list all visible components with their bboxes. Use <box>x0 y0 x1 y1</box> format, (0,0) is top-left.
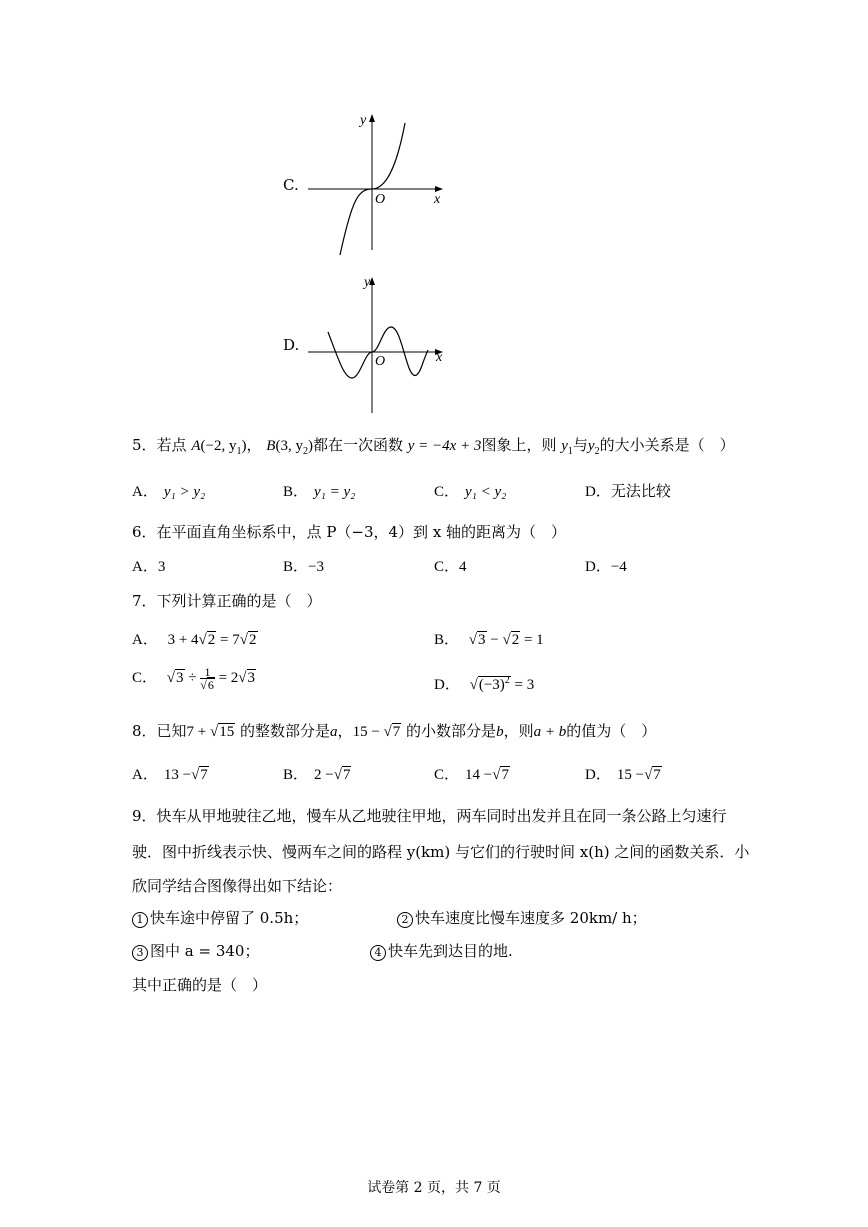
q5-option-b[interactable]: B． y₁ = y₂ <box>283 484 356 500</box>
q8-option-b[interactable]: B． 2 −√7 <box>283 767 351 783</box>
q8-option-a[interactable]: A． 13 −√7 <box>132 767 208 783</box>
question-9-ask: 其中正确的是（ ） <box>132 976 268 994</box>
question-9-line-1: 9．快车从甲地驶往乙地，慢车从乙地驶往甲地，两车同时出发并且在同一条公路上匀速行 <box>132 807 727 825</box>
conclusion-1: 1 快车途中停留了 0.5h； <box>132 911 308 928</box>
q6-option-c[interactable]: C．4 <box>434 559 467 575</box>
conclusion-2: 2 快车速度比慢车速度多 20km/ h； <box>397 911 647 928</box>
q5-option-a[interactable]: A． y₁ > y₂ <box>132 484 206 500</box>
question-9-line-2: 驶．图中折线表示快、慢两车之间的路程 y(km) 与它们的行驶时间 x(h) 之间的函数关系．小 <box>132 843 750 861</box>
option-d-label: D. <box>283 336 300 354</box>
graph-c-x-label: x <box>434 192 441 207</box>
graph-d-y-label: y <box>364 275 371 290</box>
graph-d-curve <box>328 327 428 378</box>
graph-d-x-label: x <box>436 350 443 365</box>
q7-option-c[interactable]: C． √3 ÷ $\frac{1}{√6}$ = 2√3 <box>132 665 256 692</box>
conclusion-4: 4 快车先到达目的地. <box>370 944 513 961</box>
q6-option-b[interactable]: B．−3 <box>283 559 324 575</box>
graph-c-y-label: y <box>360 113 367 128</box>
graph-c-curve <box>340 123 405 255</box>
page-footer: 试卷第 2 页，共 7 页 <box>367 1180 501 1196</box>
option-c-label: C. <box>283 176 299 194</box>
q6-option-a[interactable]: A．3 <box>132 559 166 575</box>
q7-option-d[interactable]: D． $√(-3)^2 = 3$ <box>434 675 535 693</box>
question-9-line-3: 欣同学结合图像得出如下结论： <box>132 877 343 895</box>
q8-option-d[interactable]: D． 15 −√7 <box>585 767 661 783</box>
q6-option-d[interactable]: D．−4 <box>585 559 627 575</box>
q8-option-c[interactable]: C． 14 −√7 <box>434 767 509 783</box>
q5-option-d[interactable]: D．无法比较 <box>585 484 671 500</box>
question-8-stem: 8．已知7 + √15 的整数部分是a，15 − √7 的小数部分是b，则a + b的值为（ ） <box>132 722 657 740</box>
q7-option-a[interactable]: A． 3 + 4√2 = 7√2 <box>132 632 257 648</box>
graph-c-origin: O <box>375 192 386 207</box>
q7-option-b[interactable]: B． √3 − √2 = 1 <box>434 632 544 648</box>
conclusion-3: 3 图中 a = 340； <box>132 944 259 961</box>
question-6-stem: 6．在平面直角坐标系中，点 P（−3，4）到 x 轴的距离为（ ） <box>132 523 567 541</box>
graph-d-origin: O <box>375 354 386 369</box>
question-5-stem: 5．若点 A(−2, $y_1$)， B(3, $y_2$)都在一次函数 y = −4x + 3图象上，则 $y_1$与$y_2$的大小关系是（ ） <box>132 436 735 457</box>
question-7-stem: 7．下列计算正确的是（ ） <box>132 592 322 610</box>
q5-option-c[interactable]: C． y₁ < y₂ <box>434 484 507 500</box>
